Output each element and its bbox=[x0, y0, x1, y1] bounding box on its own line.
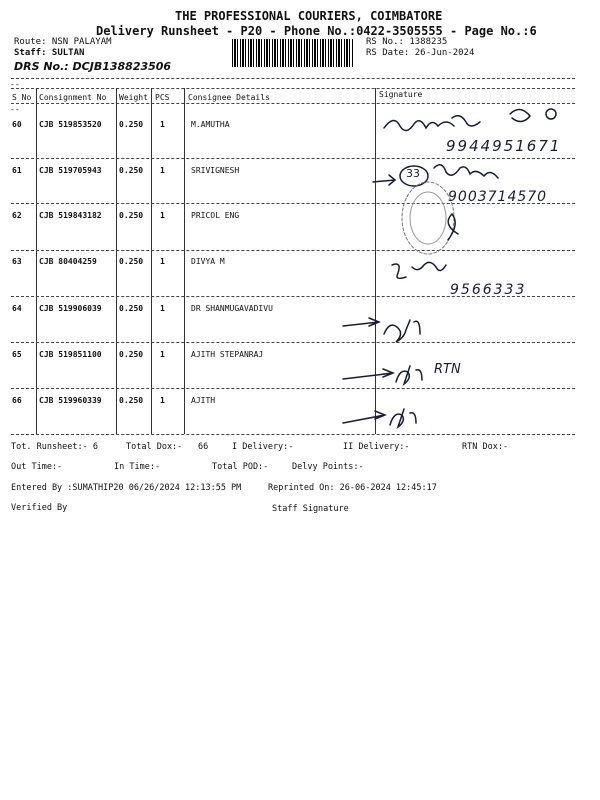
row-weight: 0.250 bbox=[119, 396, 144, 405]
row-consignment: CJB 519843182 bbox=[39, 211, 102, 220]
runsheet-title: Delivery Runsheet - P20 - Phone No.:0422-3505555 - Page No.:6 bbox=[96, 24, 537, 38]
row-pcs: 1 bbox=[160, 211, 165, 220]
row-weight: 0.250 bbox=[119, 166, 144, 175]
row-consignment: CJB 519960339 bbox=[39, 396, 102, 405]
row-sno: 63 bbox=[12, 257, 22, 266]
row-sno: 65 bbox=[12, 350, 22, 359]
row-pcs: 1 bbox=[160, 257, 165, 266]
row-weight: 0.250 bbox=[119, 304, 144, 313]
row-consignment: CJB 519851100 bbox=[39, 350, 102, 359]
handwritten-phone: 9566333 bbox=[450, 282, 527, 298]
row-consignee: AJITH bbox=[191, 396, 216, 405]
row-consignment: CJB 519906039 bbox=[39, 304, 102, 313]
row-weight: 0.250 bbox=[119, 211, 144, 220]
row-consignee: DIVYA M bbox=[191, 257, 225, 266]
entered-by: Entered By :SUMATHIP20 06/26/2024 12:13:55 PM bbox=[11, 483, 242, 493]
row-weight: 0.250 bbox=[119, 350, 144, 359]
reprinted-on: Reprinted On: 26-06-2024 12:45:17 bbox=[268, 483, 437, 493]
col-header-signature: Signature bbox=[379, 90, 423, 99]
row-pcs: 1 bbox=[160, 120, 165, 129]
row-consignee: PRICOL ENG bbox=[191, 211, 240, 220]
ii-delivery: II Delivery:- bbox=[343, 442, 410, 452]
rs-date: RS Date: 26-Jun-2024 bbox=[366, 48, 475, 58]
row-pcs: 1 bbox=[160, 350, 165, 359]
row-pcs: 1 bbox=[160, 166, 165, 175]
rs-number: RS No.: 1388235 bbox=[366, 37, 448, 47]
company-title: THE PROFESSIONAL COURIERS, COIMBATORE bbox=[175, 9, 443, 23]
dash-mark: -- bbox=[10, 105, 20, 114]
verified-by: Verified By bbox=[11, 503, 68, 513]
col-header-consignee: Consignee Details bbox=[188, 93, 270, 102]
col-header-pcs: PCS bbox=[155, 93, 170, 102]
i-delivery: I Delivery:- bbox=[232, 442, 294, 452]
row-pcs: 1 bbox=[160, 396, 165, 405]
total-pod: Total POD:- bbox=[212, 462, 269, 472]
row-consignee: M.AMUTHA bbox=[191, 120, 230, 129]
row-weight: 0.250 bbox=[119, 120, 144, 129]
row-consignee: DR SHANMUGAVADIVU bbox=[191, 304, 273, 313]
row-pcs: 1 bbox=[160, 304, 165, 313]
handwritten-phone: 9944951671 bbox=[446, 137, 562, 155]
row-consignment: CJB 519705943 bbox=[39, 166, 102, 175]
row-consignment: CJB 80404259 bbox=[39, 257, 97, 266]
handwritten-rtn: RTN bbox=[434, 362, 461, 377]
col-header-consignment: Consignment No bbox=[39, 93, 107, 102]
in-time: In Time:- bbox=[114, 462, 161, 472]
total-runsheet: Tot. Runsheet:- 6 bbox=[11, 442, 98, 452]
total-dox-label: Total Dox:- bbox=[126, 442, 183, 452]
row-consignee: AJITH STEPANRAJ bbox=[191, 350, 264, 359]
row-sno: 64 bbox=[12, 304, 22, 313]
row-consignee: SRIVIGNESH bbox=[191, 166, 240, 175]
row-sno: 62 bbox=[12, 211, 22, 220]
row-sno: 61 bbox=[12, 166, 22, 175]
row-sno: 60 bbox=[12, 120, 22, 129]
drs-number: DRS No.: DCJB138823506 bbox=[14, 60, 172, 73]
handwritten-circled-number: 33 bbox=[406, 167, 420, 180]
row-weight: 0.250 bbox=[119, 257, 144, 266]
delivery-points: Delvy Points:- bbox=[292, 462, 364, 472]
row-consignment: CJB 519853520 bbox=[39, 120, 102, 129]
col-header-weight: Weight bbox=[119, 93, 148, 102]
staff-signature: Staff Signature bbox=[272, 504, 349, 514]
dash-mark: -- bbox=[10, 80, 20, 89]
col-header-sno: S No bbox=[12, 93, 32, 102]
handwritten-phone: 9003714570 bbox=[448, 189, 548, 205]
out-time: Out Time:- bbox=[11, 462, 63, 472]
staff-label: Staff: SULTAN bbox=[14, 48, 85, 58]
rtn-dox: RTN Dox:- bbox=[462, 442, 509, 452]
total-dox-value: 66 bbox=[198, 442, 209, 452]
row-sno: 66 bbox=[12, 396, 22, 405]
route-label: Route: NSN PALAYAM bbox=[14, 37, 112, 47]
